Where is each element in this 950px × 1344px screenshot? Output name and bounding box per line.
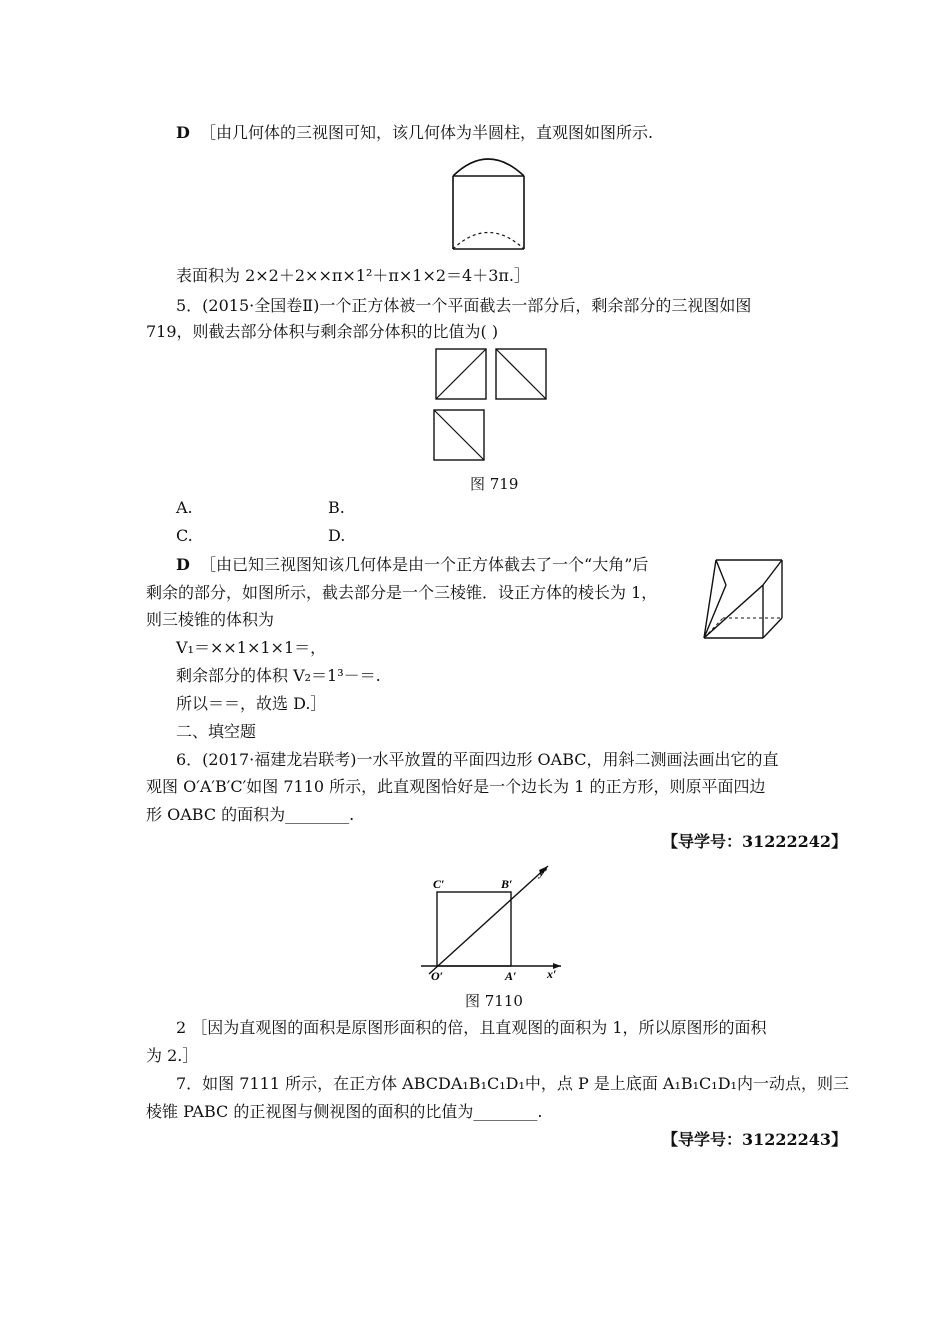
q5-answer-line1: [176, 555, 648, 575]
q4-answer-letter: D: [176, 123, 190, 142]
q6-stem-line2: 观图 O′A′B′C′如图 7110 所示，此直观图恰好是一个边长为 1 的正方形，则原平面四边: [146, 777, 766, 796]
q4-answer-text: ［由几何体的三视图可知，该几何体为半圆柱，直观图如图所示.: [200, 123, 654, 142]
q5-answer-text1: ［由已知三视图知该几何体是由一个正方体截去了一个“大角”后: [200, 555, 649, 574]
cube-edge: [763, 618, 782, 638]
q7-stem-line2: 棱锥 PABC 的正视图与侧视图的面积的比值为________.: [146, 1102, 543, 1121]
cube-edge: [704, 585, 726, 638]
q5-answer-line4: V₁＝××1×1×1＝，: [176, 638, 327, 657]
label-b: B′: [501, 877, 513, 891]
q5-stem-line1: 5．(2015·全国卷Ⅱ)一个正方体被一个平面截去一部分后，剩余部分的三视图如图: [176, 296, 752, 315]
q7-stem-line1: 7．如图 7111 所示，在正方体 ABCDA₁B₁C₁D₁中，点 P 是上底面 A₁B₁C₁D₁内一动点，则三: [176, 1074, 849, 1093]
half-cylinder-top-arc: [453, 159, 524, 176]
q5-answer-line3: 则三棱锥的体积为: [146, 610, 275, 629]
figure-7110: [415, 862, 565, 984]
q5-answer-line5: 剩余部分的体积 V₂＝1³－＝.: [176, 666, 381, 685]
figure-7110-caption: 图 7110: [465, 992, 523, 1010]
q4-answer-line: [176, 123, 653, 143]
label-x: x′: [547, 967, 557, 981]
q5-option-a: A.: [176, 498, 193, 517]
side-view-diagonal: [496, 349, 546, 399]
label-c: C′: [433, 877, 445, 891]
top-view-diagonal: [434, 410, 484, 460]
q5-option-d: D.: [328, 526, 346, 545]
cut-cube-figure: [696, 552, 786, 644]
q4-surface-line: 表面积为 2×2＋2××π×1²＋π×1×2＝4＋3π.］: [176, 266, 531, 285]
q6-answer-line1: 2 ［因为直观图的面积是原图形面积的倍，且直观图的面积为 1，所以原图形的面积: [176, 1018, 767, 1037]
front-view-diagonal: [436, 349, 486, 399]
q5-answer-line6: 所以＝＝，故选 D.］: [176, 694, 327, 713]
cube-edge: [716, 560, 726, 585]
cube-edge: [763, 560, 782, 585]
q5-option-c: C.: [176, 526, 193, 545]
q5-stem-line2: 719，则截去部分体积与剩余部分体积的比值为( ): [146, 322, 499, 341]
q6-guide-number: 【导学号：31222242】: [662, 832, 848, 851]
square-oabc: [437, 892, 511, 966]
q5-option-b: B.: [328, 498, 345, 517]
q5-answer-line2: 剩余的部分，如图所示，截去部分是一个三棱锥．设正方体的棱长为 1，: [146, 583, 658, 602]
half-cylinder-figure: [446, 150, 532, 256]
q6-stem-line1: 6．(2017·福建龙岩联考)一水平放置的平面四边形 OABC，用斜二测画法画出它的直: [176, 750, 779, 769]
cut-plane-diagonal: [704, 585, 763, 638]
q6-answer-line2: 为 2.］: [146, 1046, 199, 1065]
q5-answer-letter: D: [176, 555, 190, 574]
label-o: O′: [431, 969, 444, 983]
cube-edge: [704, 560, 716, 638]
figure-719-caption: 图 719: [470, 475, 519, 493]
label-y: y′: [539, 865, 548, 879]
section-title: 二、填空题: [176, 722, 257, 741]
label-a: A′: [505, 969, 517, 983]
y-axis: [429, 866, 548, 974]
q6-stem-line3: 形 OABC 的面积为________.: [146, 805, 355, 824]
q7-guide-number: 【导学号：31222243】: [662, 1130, 848, 1149]
half-cylinder-hidden-arc: [453, 233, 524, 250]
three-views-figure: [430, 344, 552, 466]
